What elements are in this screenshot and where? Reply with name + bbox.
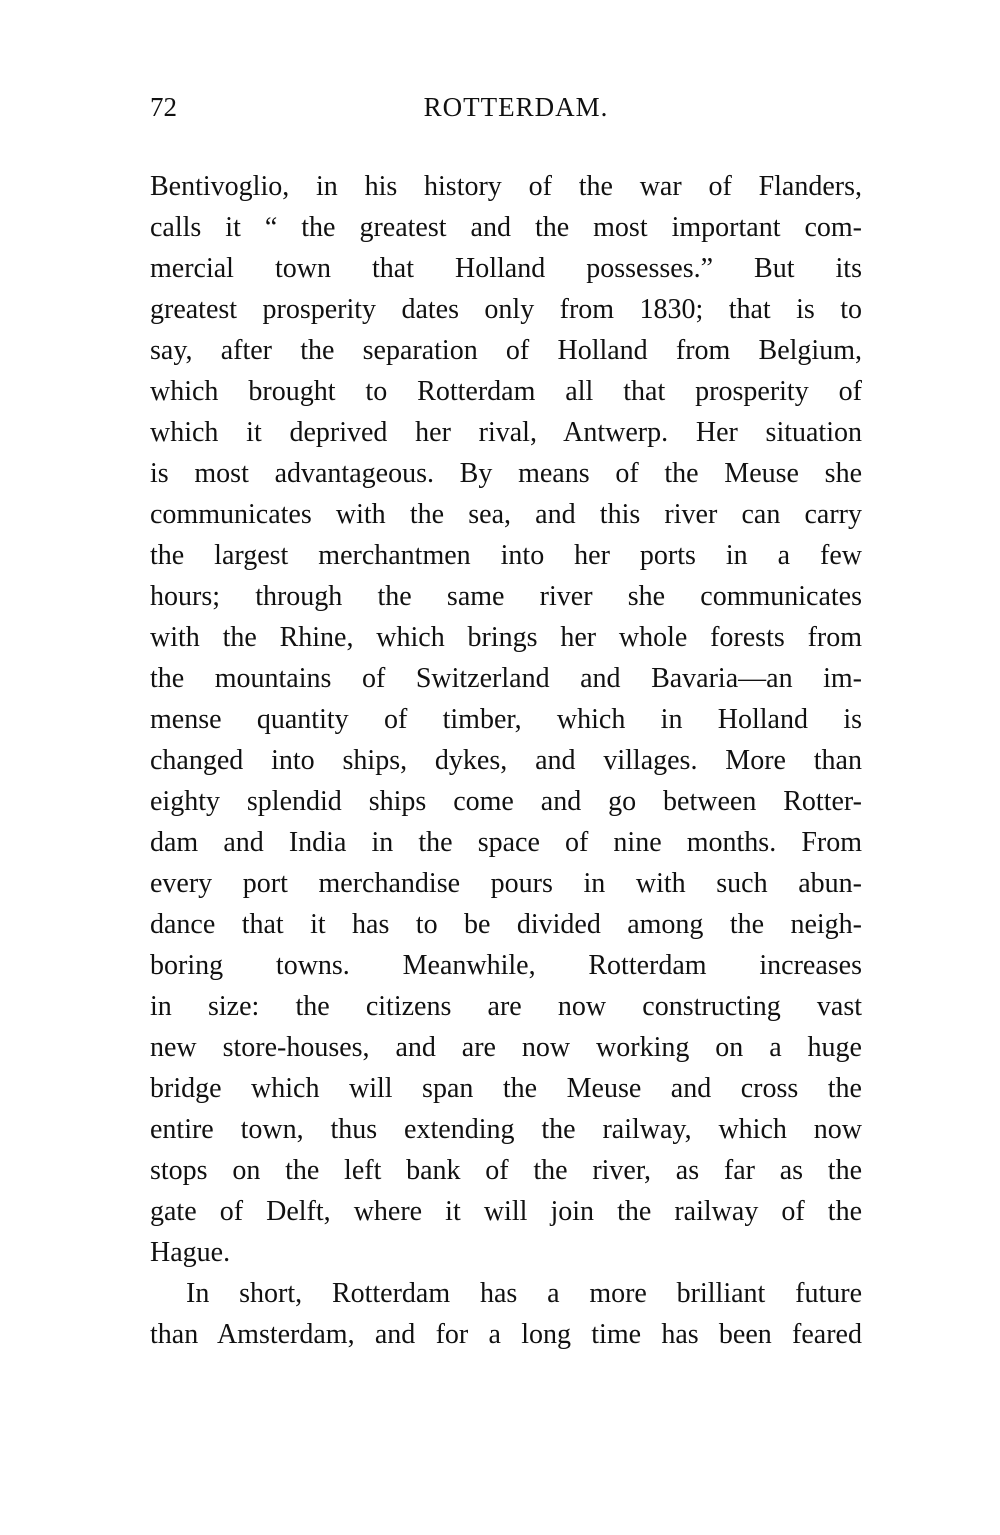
- text-line: than Amsterdam, and for a long time has been feared: [150, 1319, 862, 1350]
- text-line: say, after the separation of Holland from Belgium,: [150, 335, 862, 366]
- text-line: the mountains of Switzerland and Bavaria—an im-: [150, 663, 862, 694]
- text-line: In short, Rotterdam has a more brilliant future: [186, 1278, 862, 1309]
- text-line: hours; through the same river she communicates: [150, 581, 862, 612]
- text-line: in size: the citizens are now constructing vast: [150, 991, 862, 1022]
- page-number: 72: [150, 92, 177, 122]
- text-line: eighty splendid ships come and go between Rotter-: [150, 786, 862, 817]
- text-line: calls it “ the greatest and the most important com-: [150, 212, 862, 243]
- text-line: dam and India in the space of nine months. From: [150, 827, 862, 858]
- text-line: is most advantageous. By means of the Meuse she: [150, 458, 862, 489]
- text-line: mercial town that Holland possesses.” But its: [150, 253, 862, 284]
- text-line: changed into ships, dykes, and villages. More than: [150, 745, 862, 776]
- running-title: ROTTERDAM.: [423, 92, 609, 122]
- text-line: communicates with the sea, and this river can carry: [150, 499, 862, 530]
- text-line: gate of Delft, where it will join the railway of the: [150, 1196, 862, 1227]
- text-line: Hague.: [150, 1237, 231, 1268]
- text-line: stops on the left bank of the river, as far as the: [150, 1155, 862, 1186]
- text-line: every port merchandise pours in with such abun-: [150, 868, 862, 899]
- text-line: boring towns. Meanwhile, Rotterdam increases: [150, 950, 862, 981]
- text-line: with the Rhine, which brings her whole forests from: [150, 622, 862, 653]
- text-line: bridge which will span the Meuse and cross the: [150, 1073, 862, 1104]
- text-line: entire town, thus extending the railway, which now: [150, 1114, 862, 1145]
- text-line: dance that it has to be divided among the neigh-: [150, 909, 862, 940]
- text-line: Bentivoglio, in his history of the war of Flanders,: [150, 171, 862, 202]
- text-line: which brought to Rotterdam all that prosperity of: [150, 376, 862, 407]
- text-line: mense quantity of timber, which in Holland is: [150, 704, 862, 735]
- text-line: new store-houses, and are now working on a huge: [150, 1032, 862, 1063]
- page-header: [150, 92, 862, 128]
- text-line: which it deprived her rival, Antwerp. Her situation: [150, 417, 862, 448]
- text-line: the largest merchantmen into her ports in a few: [150, 540, 862, 571]
- body-text: [150, 166, 862, 1355]
- text-line: greatest prosperity dates only from 1830; that is to: [150, 294, 862, 325]
